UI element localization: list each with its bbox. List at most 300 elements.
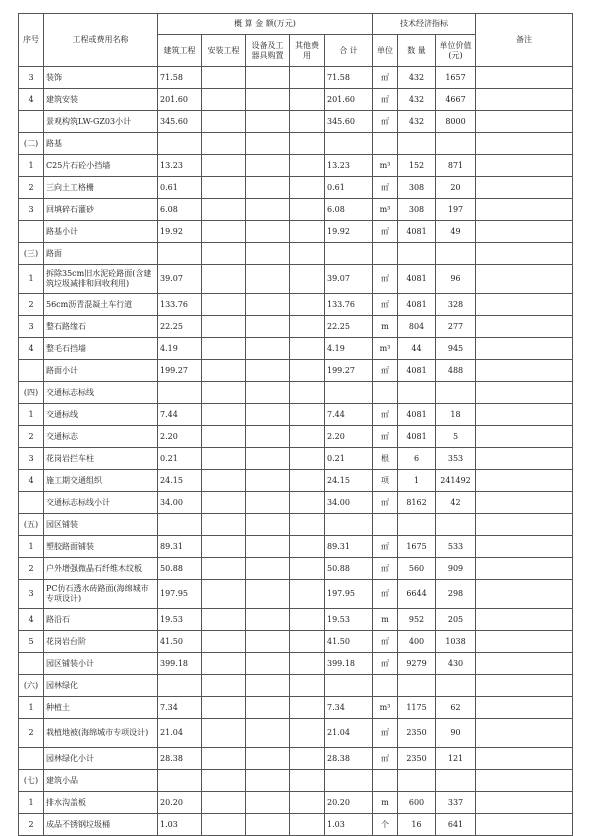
- cell-remark: [476, 294, 573, 316]
- cell-install: [202, 316, 246, 338]
- cell-unit: 个: [373, 814, 398, 836]
- cell-remark: [476, 719, 573, 748]
- section-row: [19, 243, 573, 265]
- table-row: [19, 719, 573, 748]
- cell-seq: 1: [19, 792, 44, 814]
- cell-unit-price: [436, 382, 476, 404]
- cell-unit: 根: [373, 448, 398, 470]
- cell-unit: ㎡: [373, 177, 398, 199]
- cell-equipment: [246, 177, 290, 199]
- cell-remark: [476, 814, 573, 836]
- cell-equipment: [246, 426, 290, 448]
- subtotal-row: [19, 111, 573, 133]
- cell-name: 路面: [44, 243, 158, 265]
- cell-unit: ㎡: [373, 719, 398, 748]
- section-row: [19, 382, 573, 404]
- cell-building: 41.50: [158, 631, 202, 653]
- header-seq: 序号: [19, 14, 44, 67]
- cell-unit: ㎡: [373, 67, 398, 89]
- header-remark: 备注: [476, 14, 573, 67]
- cell-unit-price: 1038: [436, 631, 476, 653]
- cell-unit-price: 205: [436, 609, 476, 631]
- cell-unit: ㎡: [373, 360, 398, 382]
- cell-equipment: [246, 360, 290, 382]
- cell-quantity: 432: [398, 67, 436, 89]
- cell-equipment: [246, 492, 290, 514]
- cell-unit: [373, 133, 398, 155]
- cell-equipment: [246, 338, 290, 360]
- cell-building: 50.88: [158, 558, 202, 580]
- cell-unit-price: 430: [436, 653, 476, 675]
- cell-seq: 2: [19, 814, 44, 836]
- cell-other: [290, 155, 325, 177]
- cell-other: [290, 558, 325, 580]
- cell-building: 2.20: [158, 426, 202, 448]
- table-row: [19, 558, 573, 580]
- cell-equipment: [246, 514, 290, 536]
- cell-seq: (三): [19, 243, 44, 265]
- cell-total: 34.00: [325, 492, 373, 514]
- header-name: 工程或费用名称: [44, 14, 158, 67]
- cell-building: 71.58: [158, 67, 202, 89]
- table-row: [19, 199, 573, 221]
- cell-install: [202, 536, 246, 558]
- cell-equipment: [246, 199, 290, 221]
- cell-name: 建筑小品: [44, 770, 158, 792]
- cell-quantity: 4081: [398, 221, 436, 243]
- cell-equipment: [246, 558, 290, 580]
- cell-install: [202, 609, 246, 631]
- cell-remark: [476, 177, 573, 199]
- cell-seq: 4: [19, 89, 44, 111]
- cell-install: [202, 792, 246, 814]
- cell-unit: ㎡: [373, 294, 398, 316]
- section-row: [19, 133, 573, 155]
- cell-equipment: [246, 719, 290, 748]
- cell-remark: [476, 697, 573, 719]
- cell-building: [158, 675, 202, 697]
- cell-equipment: [246, 609, 290, 631]
- cell-seq: 4: [19, 470, 44, 492]
- cell-other: [290, 748, 325, 770]
- cell-total: [325, 382, 373, 404]
- cell-unit-price: [436, 675, 476, 697]
- cell-equipment: [246, 470, 290, 492]
- cell-quantity: [398, 770, 436, 792]
- cell-name: 种植土: [44, 697, 158, 719]
- header-unit-price: 单位价值(元): [436, 35, 476, 67]
- cell-seq: 1: [19, 155, 44, 177]
- cell-install: [202, 580, 246, 609]
- cell-unit: m³: [373, 155, 398, 177]
- cell-unit: m: [373, 792, 398, 814]
- cell-unit: m³: [373, 199, 398, 221]
- cell-install: [202, 558, 246, 580]
- cell-total: 1.03: [325, 814, 373, 836]
- table-row: [19, 792, 573, 814]
- cell-building: [158, 133, 202, 155]
- cell-unit: m: [373, 316, 398, 338]
- cell-name: 交通标志标线: [44, 382, 158, 404]
- cell-building: 24.15: [158, 470, 202, 492]
- cell-unit-price: 197: [436, 199, 476, 221]
- cell-quantity: 44: [398, 338, 436, 360]
- cell-remark: [476, 243, 573, 265]
- cell-total: 20.20: [325, 792, 373, 814]
- cell-total: 133.76: [325, 294, 373, 316]
- cell-seq: [19, 221, 44, 243]
- cell-total: [325, 243, 373, 265]
- cell-seq: 5: [19, 631, 44, 653]
- cell-total: [325, 514, 373, 536]
- cell-unit: ㎡: [373, 426, 398, 448]
- cell-other: [290, 719, 325, 748]
- cell-remark: [476, 316, 573, 338]
- cell-remark: [476, 675, 573, 697]
- cell-unit: ㎡: [373, 748, 398, 770]
- cell-name: 园林绿化小计: [44, 748, 158, 770]
- cell-other: [290, 360, 325, 382]
- cell-install: [202, 404, 246, 426]
- cell-name: 户外增强微晶石纤维木纹板: [44, 558, 158, 580]
- cell-unit-price: 298: [436, 580, 476, 609]
- cell-install: [202, 631, 246, 653]
- cell-name: 路基小计: [44, 221, 158, 243]
- cell-equipment: [246, 265, 290, 294]
- cell-name: 园区铺装: [44, 514, 158, 536]
- cell-building: 6.08: [158, 199, 202, 221]
- cell-equipment: [246, 316, 290, 338]
- cell-building: 133.76: [158, 294, 202, 316]
- cell-unit: ㎡: [373, 404, 398, 426]
- table-row: [19, 404, 573, 426]
- cell-unit-price: 241492: [436, 470, 476, 492]
- cell-seq: 3: [19, 448, 44, 470]
- cell-seq: 2: [19, 294, 44, 316]
- table-row: [19, 697, 573, 719]
- cell-install: [202, 111, 246, 133]
- cell-unit: ㎡: [373, 580, 398, 609]
- cell-unit-price: 337: [436, 792, 476, 814]
- cell-unit-price: 18: [436, 404, 476, 426]
- cell-quantity: [398, 514, 436, 536]
- cell-unit-price: [436, 514, 476, 536]
- cell-unit-price: 533: [436, 536, 476, 558]
- cell-quantity: 1: [398, 470, 436, 492]
- cell-quantity: 9279: [398, 653, 436, 675]
- cell-remark: [476, 67, 573, 89]
- cell-seq: 1: [19, 404, 44, 426]
- cell-remark: [476, 792, 573, 814]
- cell-install: [202, 382, 246, 404]
- cell-unit: [373, 770, 398, 792]
- cell-other: [290, 133, 325, 155]
- cell-equipment: [246, 133, 290, 155]
- cell-equipment: [246, 653, 290, 675]
- cell-name: 花岗岩拦车柱: [44, 448, 158, 470]
- cell-other: [290, 111, 325, 133]
- subtotal-row: [19, 653, 573, 675]
- cell-name: 施工期交通组织: [44, 470, 158, 492]
- cell-remark: [476, 580, 573, 609]
- cell-name: PC仿石透水砖路面(海绵城市专项设计): [44, 580, 158, 609]
- cell-other: [290, 609, 325, 631]
- cell-remark: [476, 470, 573, 492]
- section-row: [19, 514, 573, 536]
- cell-quantity: 2350: [398, 748, 436, 770]
- cell-seq: (六): [19, 675, 44, 697]
- cell-unit: ㎡: [373, 89, 398, 111]
- cell-total: 39.07: [325, 265, 373, 294]
- cell-unit: ㎡: [373, 492, 398, 514]
- cell-unit-price: 49: [436, 221, 476, 243]
- cell-unit-price: 1657: [436, 67, 476, 89]
- cell-remark: [476, 133, 573, 155]
- cell-remark: [476, 770, 573, 792]
- cell-other: [290, 404, 325, 426]
- cell-other: [290, 675, 325, 697]
- cell-remark: [476, 492, 573, 514]
- cell-equipment: [246, 243, 290, 265]
- cell-quantity: 152: [398, 155, 436, 177]
- cell-install: [202, 133, 246, 155]
- header-install: 安装工程: [202, 35, 246, 67]
- cell-unit-price: 328: [436, 294, 476, 316]
- cell-other: [290, 221, 325, 243]
- cell-equipment: [246, 748, 290, 770]
- cell-total: 197.95: [325, 580, 373, 609]
- cell-building: 20.20: [158, 792, 202, 814]
- cell-other: [290, 89, 325, 111]
- cell-unit: ㎡: [373, 221, 398, 243]
- cell-total: 19.53: [325, 609, 373, 631]
- cell-other: [290, 199, 325, 221]
- cell-unit-price: 277: [436, 316, 476, 338]
- cell-building: 13.23: [158, 155, 202, 177]
- table-row: [19, 609, 573, 631]
- cell-name: 路面小计: [44, 360, 158, 382]
- cell-seq: 4: [19, 609, 44, 631]
- cell-unit-price: 641: [436, 814, 476, 836]
- cell-building: 197.95: [158, 580, 202, 609]
- cell-quantity: 4081: [398, 404, 436, 426]
- cell-total: 19.92: [325, 221, 373, 243]
- cell-remark: [476, 609, 573, 631]
- cell-remark: [476, 221, 573, 243]
- cell-quantity: [398, 675, 436, 697]
- table-row: [19, 448, 573, 470]
- cost-estimate-table: [18, 13, 573, 836]
- table-header: [19, 14, 573, 67]
- cell-equipment: [246, 89, 290, 111]
- cell-equipment: [246, 404, 290, 426]
- cell-install: [202, 653, 246, 675]
- cell-equipment: [246, 221, 290, 243]
- table-row: [19, 177, 573, 199]
- cell-remark: [476, 514, 573, 536]
- table-row: [19, 67, 573, 89]
- cell-remark: [476, 89, 573, 111]
- table-row: [19, 814, 573, 836]
- cell-seq: [19, 111, 44, 133]
- cell-unit-price: 353: [436, 448, 476, 470]
- cell-other: [290, 382, 325, 404]
- cell-install: [202, 492, 246, 514]
- cell-name: 整石路缘石: [44, 316, 158, 338]
- cell-unit: ㎡: [373, 653, 398, 675]
- cell-name: 景观构筑LW-GZ03小计: [44, 111, 158, 133]
- cell-remark: [476, 360, 573, 382]
- cell-seq: 3: [19, 67, 44, 89]
- cell-quantity: [398, 133, 436, 155]
- cell-install: [202, 338, 246, 360]
- cell-building: 21.04: [158, 719, 202, 748]
- cell-other: [290, 697, 325, 719]
- cell-total: 71.58: [325, 67, 373, 89]
- cell-unit: ㎡: [373, 558, 398, 580]
- cell-equipment: [246, 675, 290, 697]
- subtotal-row: [19, 748, 573, 770]
- cell-remark: [476, 338, 573, 360]
- cell-seq: 2: [19, 177, 44, 199]
- cell-total: [325, 133, 373, 155]
- cell-other: [290, 177, 325, 199]
- cell-other: [290, 792, 325, 814]
- cell-name: 园区铺装小计: [44, 653, 158, 675]
- cell-remark: [476, 536, 573, 558]
- table-row: [19, 631, 573, 653]
- cell-unit: ㎡: [373, 265, 398, 294]
- cell-other: [290, 536, 325, 558]
- cell-other: [290, 814, 325, 836]
- cell-equipment: [246, 792, 290, 814]
- cell-other: [290, 448, 325, 470]
- section-row: [19, 770, 573, 792]
- cell-total: 7.44: [325, 404, 373, 426]
- cell-quantity: 2350: [398, 719, 436, 748]
- cell-equipment: [246, 294, 290, 316]
- cell-total: 13.23: [325, 155, 373, 177]
- cell-building: 399.18: [158, 653, 202, 675]
- cell-other: [290, 338, 325, 360]
- cell-total: 22.25: [325, 316, 373, 338]
- cell-install: [202, 448, 246, 470]
- cell-seq: (二): [19, 133, 44, 155]
- cell-quantity: 16: [398, 814, 436, 836]
- cell-name: 回填碎石灌砂: [44, 199, 158, 221]
- cell-unit-price: 5: [436, 426, 476, 448]
- table-row: [19, 89, 573, 111]
- cell-building: [158, 514, 202, 536]
- cell-quantity: 432: [398, 89, 436, 111]
- cell-total: 50.88: [325, 558, 373, 580]
- cell-unit-price: [436, 133, 476, 155]
- cell-equipment: [246, 631, 290, 653]
- cell-name: C25片石砼小挡墙: [44, 155, 158, 177]
- cell-name: 交通标线: [44, 404, 158, 426]
- cell-remark: [476, 558, 573, 580]
- cell-total: 399.18: [325, 653, 373, 675]
- header-total: 合 计: [325, 35, 373, 67]
- cell-name: 花岗岩台阶: [44, 631, 158, 653]
- cell-building: 345.60: [158, 111, 202, 133]
- cell-install: [202, 697, 246, 719]
- cell-seq: [19, 748, 44, 770]
- subtotal-row: [19, 360, 573, 382]
- cell-other: [290, 265, 325, 294]
- cell-unit-price: 909: [436, 558, 476, 580]
- cell-remark: [476, 155, 573, 177]
- cell-seq: [19, 653, 44, 675]
- cell-remark: [476, 382, 573, 404]
- cell-building: 89.31: [158, 536, 202, 558]
- cell-equipment: [246, 814, 290, 836]
- table-row: [19, 580, 573, 609]
- cell-building: 7.34: [158, 697, 202, 719]
- cell-equipment: [246, 155, 290, 177]
- cell-other: [290, 631, 325, 653]
- cell-total: 0.61: [325, 177, 373, 199]
- cell-install: [202, 294, 246, 316]
- cell-unit: 项: [373, 470, 398, 492]
- cell-other: [290, 294, 325, 316]
- cell-unit: ㎡: [373, 111, 398, 133]
- cell-install: [202, 675, 246, 697]
- cell-seq: 1: [19, 265, 44, 294]
- cell-other: [290, 653, 325, 675]
- cell-unit-price: 871: [436, 155, 476, 177]
- cell-name: 56cm沥青混凝土车行道: [44, 294, 158, 316]
- cell-remark: [476, 265, 573, 294]
- cell-quantity: 308: [398, 177, 436, 199]
- subtotal-row: [19, 221, 573, 243]
- cell-building: 19.53: [158, 609, 202, 631]
- cell-equipment: [246, 382, 290, 404]
- cell-seq: 3: [19, 199, 44, 221]
- cell-total: 0.21: [325, 448, 373, 470]
- header-equipment: 设备及工器具购置: [246, 35, 290, 67]
- cell-total: 28.38: [325, 748, 373, 770]
- cell-seq: 4: [19, 338, 44, 360]
- cell-total: 199.27: [325, 360, 373, 382]
- cell-install: [202, 514, 246, 536]
- cell-total: 345.60: [325, 111, 373, 133]
- cell-unit: ㎡: [373, 631, 398, 653]
- cell-seq: (四): [19, 382, 44, 404]
- cell-quantity: 1675: [398, 536, 436, 558]
- cell-total: 2.20: [325, 426, 373, 448]
- cell-quantity: 4081: [398, 265, 436, 294]
- cell-building: 0.61: [158, 177, 202, 199]
- cell-building: 34.00: [158, 492, 202, 514]
- cell-other: [290, 67, 325, 89]
- cell-quantity: 4081: [398, 294, 436, 316]
- cell-remark: [476, 748, 573, 770]
- cell-unit: [373, 382, 398, 404]
- cell-total: 89.31: [325, 536, 373, 558]
- cell-total: [325, 770, 373, 792]
- cell-remark: [476, 631, 573, 653]
- cell-unit: [373, 514, 398, 536]
- cell-unit-price: [436, 770, 476, 792]
- cell-building: 7.44: [158, 404, 202, 426]
- cell-equipment: [246, 111, 290, 133]
- table-row: [19, 536, 573, 558]
- cell-total: 24.15: [325, 470, 373, 492]
- cell-other: [290, 770, 325, 792]
- cell-unit-price: 90: [436, 719, 476, 748]
- cell-unit-price: 488: [436, 360, 476, 382]
